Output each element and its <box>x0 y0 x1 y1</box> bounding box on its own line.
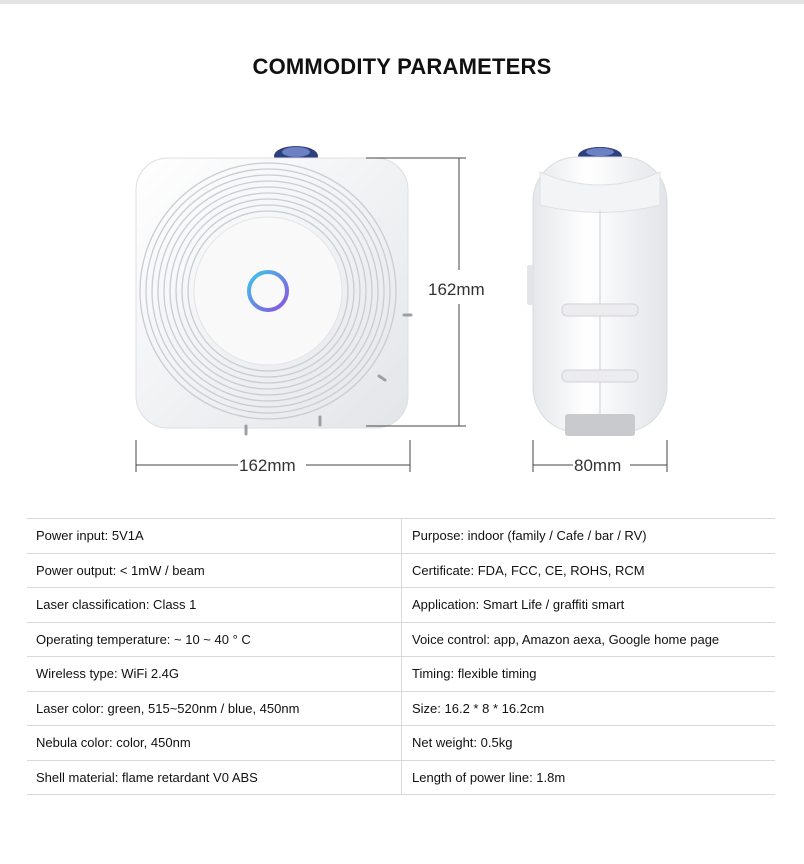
spec-cell: Shell material: flame retardant V0 ABS <box>27 760 402 795</box>
spec-cell: Certificate: FDA, FCC, CE, ROHS, RCM <box>402 553 776 588</box>
spec-cell: Voice control: app, Amazon aexa, Google home page <box>402 622 776 657</box>
table-row <box>27 657 775 692</box>
spec-cell: Net weight: 0.5kg <box>402 726 776 761</box>
spec-cell: Wireless type: WiFi 2.4G <box>27 657 402 692</box>
side-view <box>527 147 667 475</box>
spec-cell: Power input: 5V1A <box>27 519 402 554</box>
clip-bottom <box>562 370 638 382</box>
spec-table <box>27 518 775 795</box>
table-row <box>27 553 775 588</box>
front-view <box>136 146 485 475</box>
spec-cell: Length of power line: 1.8m <box>402 760 776 795</box>
spec-cell: Purpose: indoor (family / Cafe / bar / RV) <box>402 519 776 554</box>
width-label: 162mm <box>239 456 296 475</box>
clip-top <box>562 304 638 316</box>
spec-cell: Operating temperature: ~ 10 ~ 40 ° C <box>27 622 402 657</box>
table-row <box>27 760 775 795</box>
spec-cell: Laser classification: Class 1 <box>27 588 402 623</box>
spec-cell: Power output: < 1mW / beam <box>27 553 402 588</box>
table-row <box>27 726 775 761</box>
spec-cell: Size: 16.2 * 8 * 16.2cm <box>402 691 776 726</box>
page-title: COMMODITY PARAMETERS <box>252 54 552 79</box>
spec-cell: Application: Smart Life / graffiti smart <box>402 588 776 623</box>
table-row <box>27 519 775 554</box>
table-row <box>27 588 775 623</box>
table-row <box>27 691 775 726</box>
table-row <box>27 622 775 657</box>
height-label: 162mm <box>428 280 485 299</box>
spec-cell: Laser color: green, 515~520nm / blue, 450nm <box>27 691 402 726</box>
base-stand <box>565 414 635 436</box>
spec-cell: Nebula color: color, 450nm <box>27 726 402 761</box>
spec-cell: Timing: flexible timing <box>402 657 776 692</box>
side-width-label: 80mm <box>574 456 622 475</box>
